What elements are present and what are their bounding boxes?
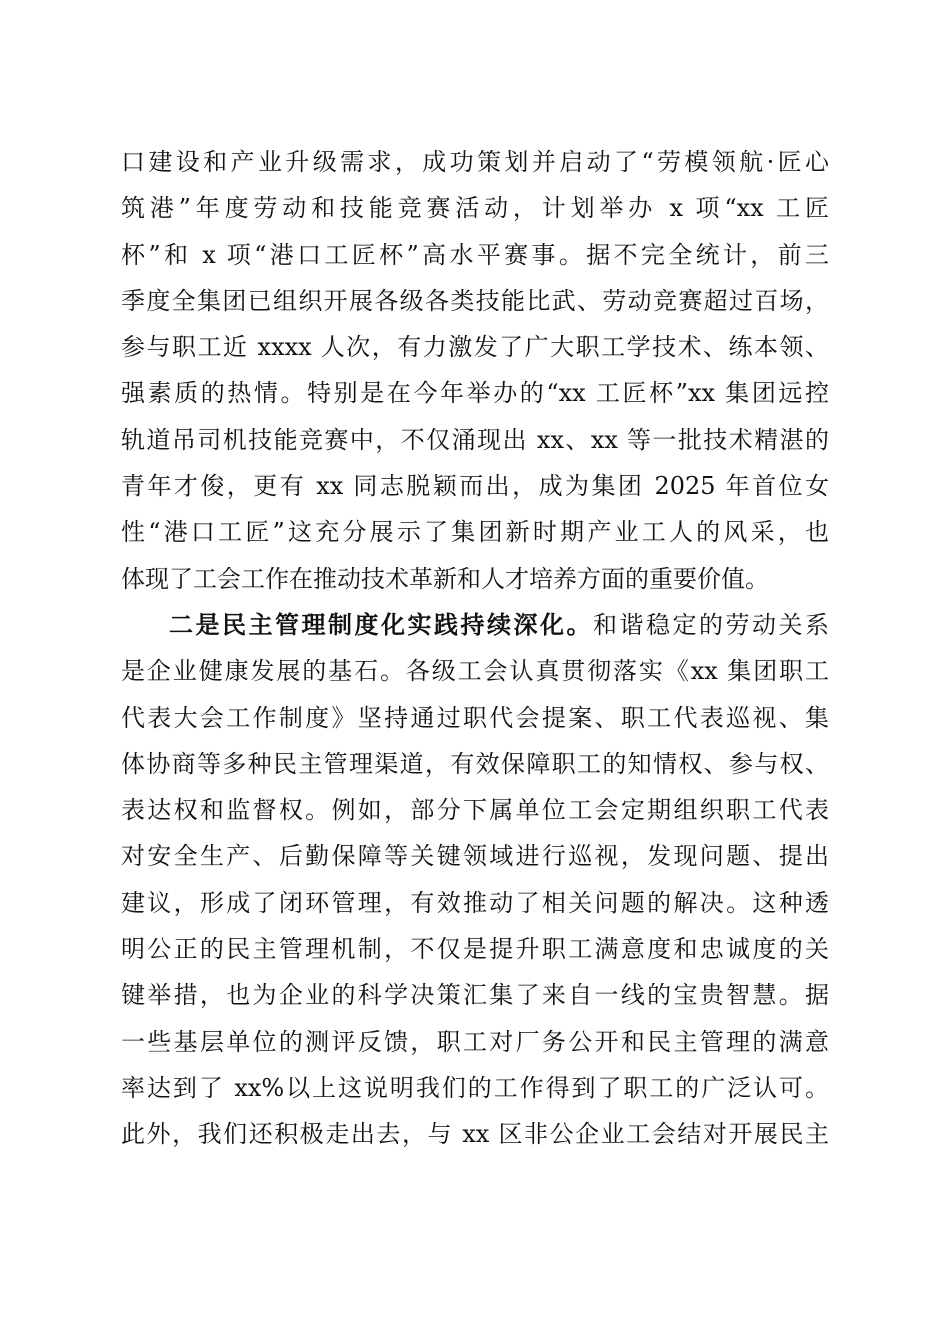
text-line: 强素质的热情。特别是在今年举办的“xx 工匠杯”xx 集团远控 — [121, 379, 829, 408]
paragraph-heading: 二是民主管理制度化实践持续深化。 — [169, 609, 593, 639]
text-line: 一些基层单位的测评反馈，职工对厂务公开和民主管理的满意 — [121, 1027, 829, 1056]
text-line: 轨道吊司机技能竞赛中，不仅涌现出 xx、xx 等一批技术精湛的 — [121, 425, 829, 454]
text-line: 体协商等多种民主管理渠道，有效保障职工的知情权、参与权、 — [121, 749, 829, 778]
text-line: 季度全集团已组织开展各级各类技能比武、劳动竞赛超过百场， — [121, 286, 829, 315]
heading-continuation: 和谐稳定的劳动关系 — [593, 610, 829, 639]
text-line: 杯”和 x 项“港口工匠杯”高水平赛事。据不完全统计，前三 — [121, 240, 829, 269]
text-line: 性“港口工匠”这充分展示了集团新时期产业工人的风采，也 — [121, 518, 829, 547]
text-line: 是企业健康发展的基石。各级工会认真贯彻落实《xx 集团职工 — [121, 657, 829, 686]
text-line: 表达权和监督权。例如，部分下属单位工会定期组织职工代表 — [121, 796, 829, 825]
paragraph-1 — [121, 139, 829, 602]
text-line: 键举措，也为企业的科学决策汇集了来自一线的宝贵智慧。据 — [121, 981, 829, 1010]
text-line: 对安全生产、后勤保障等关键领域进行巡视，发现问题、提出 — [121, 842, 829, 871]
text-line: 明公正的民主管理机制，不仅是提升职工满意度和忠诚度的关 — [121, 935, 829, 964]
text-line: 此外，我们还积极走出去，与 xx 区非公企业工会结对开展民主 — [121, 1120, 829, 1149]
text-line: 代表大会工作制度》坚持通过职代会提案、职工代表巡视、集 — [121, 703, 829, 732]
paragraph-2 — [121, 602, 829, 1158]
text-line: 率达到了 xx%以上这说明我们的工作得到了职工的广泛认可。 — [121, 1073, 829, 1102]
text-line: 口建设和产业升级需求，成功策划并启动了“劳模领航·匠心 — [121, 148, 829, 176]
text-line: 筑港”年度劳动和技能竞赛活动，计划举办 x 项“xx 工匠 — [121, 194, 829, 223]
text-line: 参与职工近 xxxx 人次，有力激发了广大职工学技术、练本领、 — [121, 333, 829, 362]
document-body — [121, 139, 829, 1158]
text-line: 建议，形成了闭环管理，有效推动了相关问题的解决。这种透 — [121, 888, 829, 917]
text-line: 青年才俊，更有 xx 同志脱颖而出，成为集团 2025 年首位女 — [121, 472, 829, 501]
paragraph-2-first-line — [121, 602, 829, 648]
text-line: 体现了工会工作在推动技术革新和人才培养方面的重要价值。 — [121, 564, 769, 593]
